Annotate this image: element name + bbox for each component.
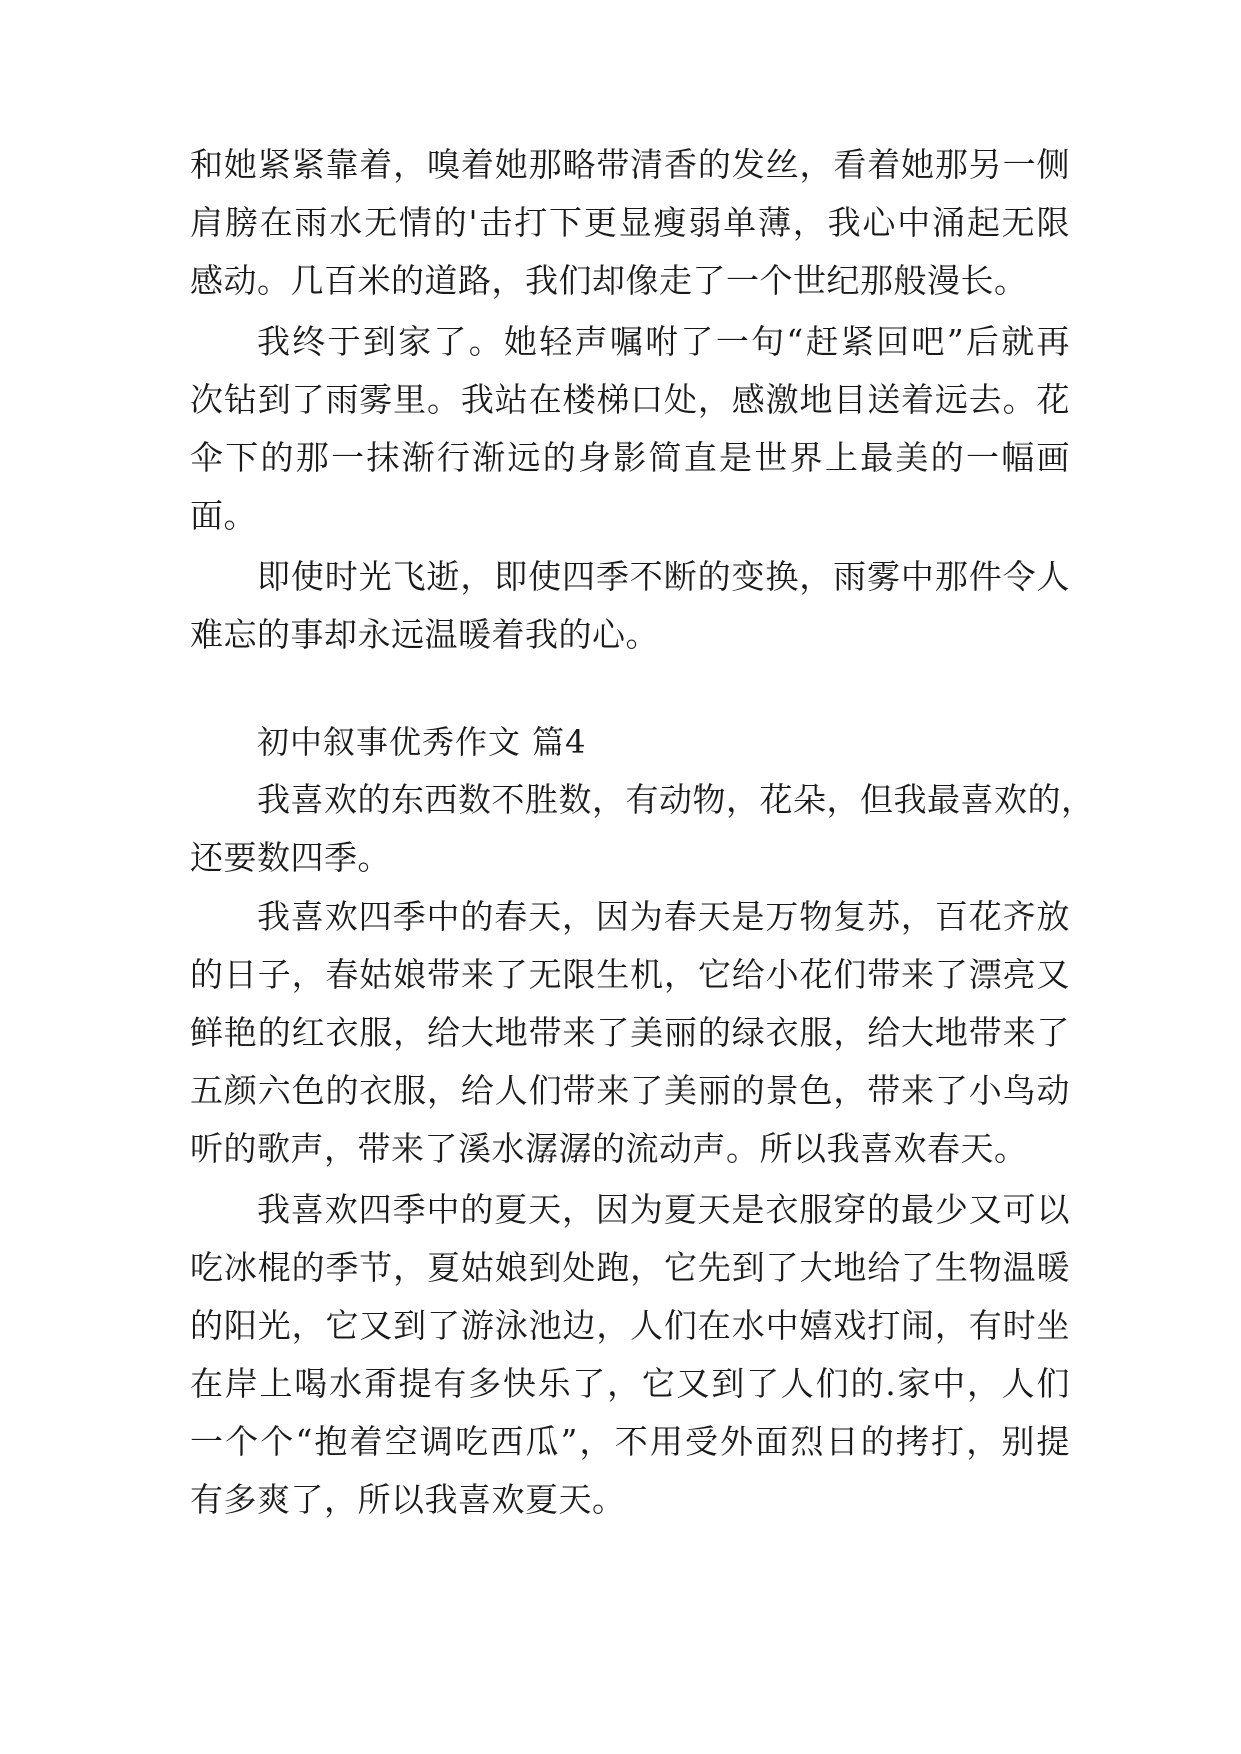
paragraph-line: 感动。几百米的道路，我们却像走了一个世纪那般漫长。 — [190, 261, 1028, 300]
section-heading: 初中叙事优秀作文 篇4 — [257, 723, 587, 761]
paragraph-line: 和她紧紧靠着，嗅着她那略带清香的发丝，看着她那另一侧 — [190, 145, 1070, 184]
paragraph-line: 吃冰棍的季节，夏姑娘到处跑，它先到了大地给了生物温暖 — [190, 1248, 1070, 1287]
paragraph-line: 我终于到家了。她轻声嘱咐了一句“赶紧回吧”后就再 — [257, 322, 1070, 361]
paragraph-line: 还要数四季。 — [190, 838, 391, 877]
paragraph-line: 的阳光，它又到了游泳池边，人们在水中嬉戏打闹，有时坐 — [190, 1306, 1070, 1345]
paragraph-line: 的日子，春姑娘带来了无限生机，它给小花们带来了漂亮又 — [190, 955, 1070, 994]
paragraph-line: 面。 — [190, 496, 257, 535]
paragraph-line: 我喜欢四季中的春天，因为春天是万物复苏，百花齐放 — [257, 897, 1070, 936]
paragraph-line: 听的歌声，带来了溪水潺潺的流动声。所以我喜欢春天。 — [190, 1129, 1028, 1168]
paragraph-line: 难忘的事却永远温暖着我的心。 — [190, 615, 659, 654]
paragraph-line: 次钻到了雨雾里。我站在楼梯口处，感激地目送着远去。花 — [190, 380, 1070, 419]
paragraph-line: 在岸上喝水甭提有多快乐了，它又到了人们的.家中，人们 — [190, 1364, 1070, 1403]
paragraph-line: 鲜艳的红衣服，给大地带来了美丽的绿衣服，给大地带来了 — [190, 1013, 1070, 1052]
paragraph-line: 五颜六色的衣服，给人们带来了美丽的景色，带来了小鸟动 — [190, 1071, 1070, 1110]
paragraph-line: 有多爽了，所以我喜欢夏天。 — [190, 1480, 626, 1519]
paragraph-line: 一个个“抱着空调吃西瓜”，不用受外面烈日的拷打，别提 — [190, 1422, 1070, 1461]
paragraph-line: 伞下的那一抹渐行渐远的身影简直是世界上最美的一幅画 — [190, 438, 1070, 477]
paragraph-line: 肩膀在雨水无情的'击打下更显瘦弱单薄，我心中涌起无限 — [190, 203, 1070, 242]
paragraph-line: 我喜欢四季中的夏天，因为夏天是衣服穿的最少又可以 — [257, 1190, 1070, 1229]
paragraph-line: 即使时光飞逝，即使四季不断的变换，雨雾中那件令人 — [257, 557, 1070, 596]
paragraph-line: 我喜欢的东西数不胜数，有动物，花朵，但我最喜欢的， — [257, 780, 1095, 819]
